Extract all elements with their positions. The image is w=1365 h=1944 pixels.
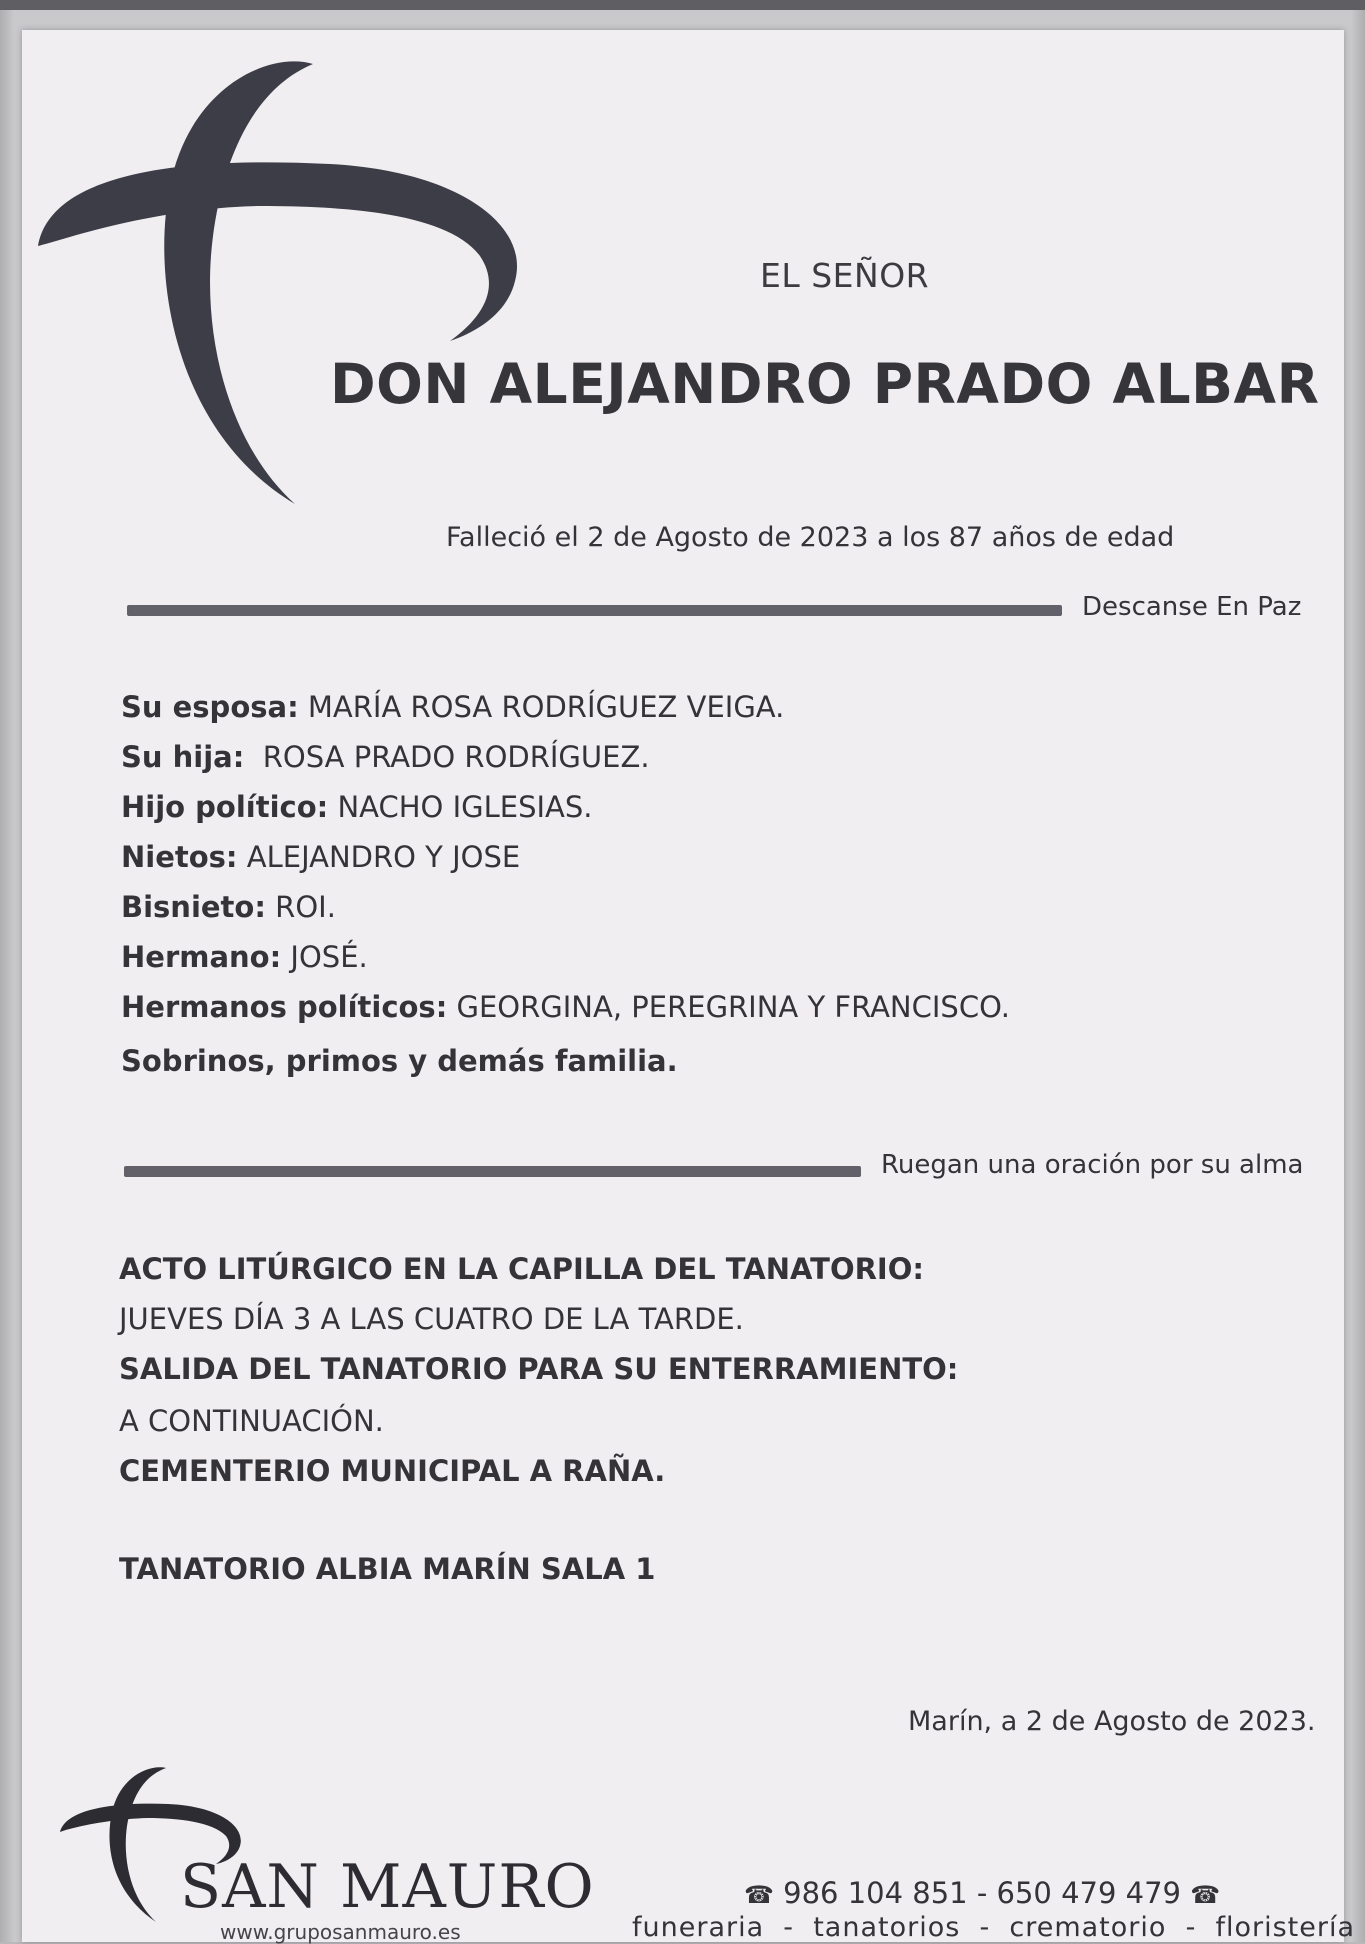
liturgy-time: JUEVES DÍA 3 A LAS CUATRO DE LA TARDE. [119, 1302, 744, 1336]
family-label: Bisnieto: [121, 890, 266, 924]
family-line [121, 1044, 678, 1078]
phone-numbers [744, 1876, 1220, 1910]
family-label: Su esposa: [121, 690, 299, 724]
family-value: JOSÉ. [281, 940, 368, 974]
family-line [121, 790, 593, 824]
family-line [121, 740, 650, 774]
family-label: Sobrinos, primos y demás familia. [121, 1044, 678, 1078]
divider-rule [127, 605, 1062, 616]
services-list: funeraria - tanatorios - crematorio - floristería [632, 1912, 1356, 1943]
family-value: NACHO IGLESIAS. [328, 790, 593, 824]
rest-in-peace: Descanse En Paz [1082, 592, 1302, 622]
departure-title: SALIDA DEL TANATORIO PARA SU ENTERRAMIENTO: [119, 1352, 959, 1386]
family-value: ALEJANDRO Y JOSE [237, 840, 521, 874]
divider-rule [124, 1166, 861, 1177]
top-edge [0, 0, 1365, 10]
family-line [121, 990, 1010, 1024]
family-value: GEORGINA, PEREGRINA Y FRANCISCO. [447, 990, 1010, 1024]
family-label: Hijo político: [121, 790, 329, 824]
phone-text: 986 104 851 - 650 479 479 [783, 1876, 1182, 1910]
place-date: Marín, a 2 de Agosto de 2023. [908, 1706, 1316, 1737]
family-line [121, 890, 336, 924]
brand-name: SAN MAURO [180, 1852, 595, 1922]
family-label: Su hija: [121, 740, 245, 774]
family-line [121, 940, 368, 974]
death-date-line: Falleció el 2 de Agosto de 2023 a los 87 años de edad [446, 522, 1175, 553]
cemetery: CEMENTERIO MUNICIPAL A RAÑA. [119, 1454, 666, 1488]
family-line [121, 690, 784, 724]
family-label: Hermanos políticos: [121, 990, 448, 1024]
family-label: Nietos: [121, 840, 238, 874]
liturgy-title: ACTO LITÚRGICO EN LA CAPILLA DEL TANATORIO: [119, 1252, 924, 1286]
funeral-home: TANATORIO ALBIA MARÍN SALA 1 [119, 1552, 656, 1586]
departure-time: A CONTINUACIÓN. [119, 1404, 384, 1438]
family-value: ROSA PRADO RODRÍGUEZ. [244, 740, 650, 774]
family-value: MARÍA ROSA RODRÍGUEZ VEIGA. [298, 690, 785, 724]
phone-icon: ☎ [744, 1881, 774, 1909]
phone-icon: ☎ [1190, 1881, 1221, 1909]
website: www.gruposanmauro.es [220, 1920, 461, 1944]
prayer-request: Ruegan una oración por su alma [881, 1150, 1304, 1180]
family-label: Hermano: [121, 940, 282, 974]
deceased-name: DON ALEJANDRO PRADO ALBAR [330, 352, 1320, 416]
family-line [121, 840, 520, 874]
cross-logo-large [30, 56, 530, 516]
title-prefix: EL SEÑOR [760, 256, 930, 295]
family-value: ROI. [265, 890, 336, 924]
